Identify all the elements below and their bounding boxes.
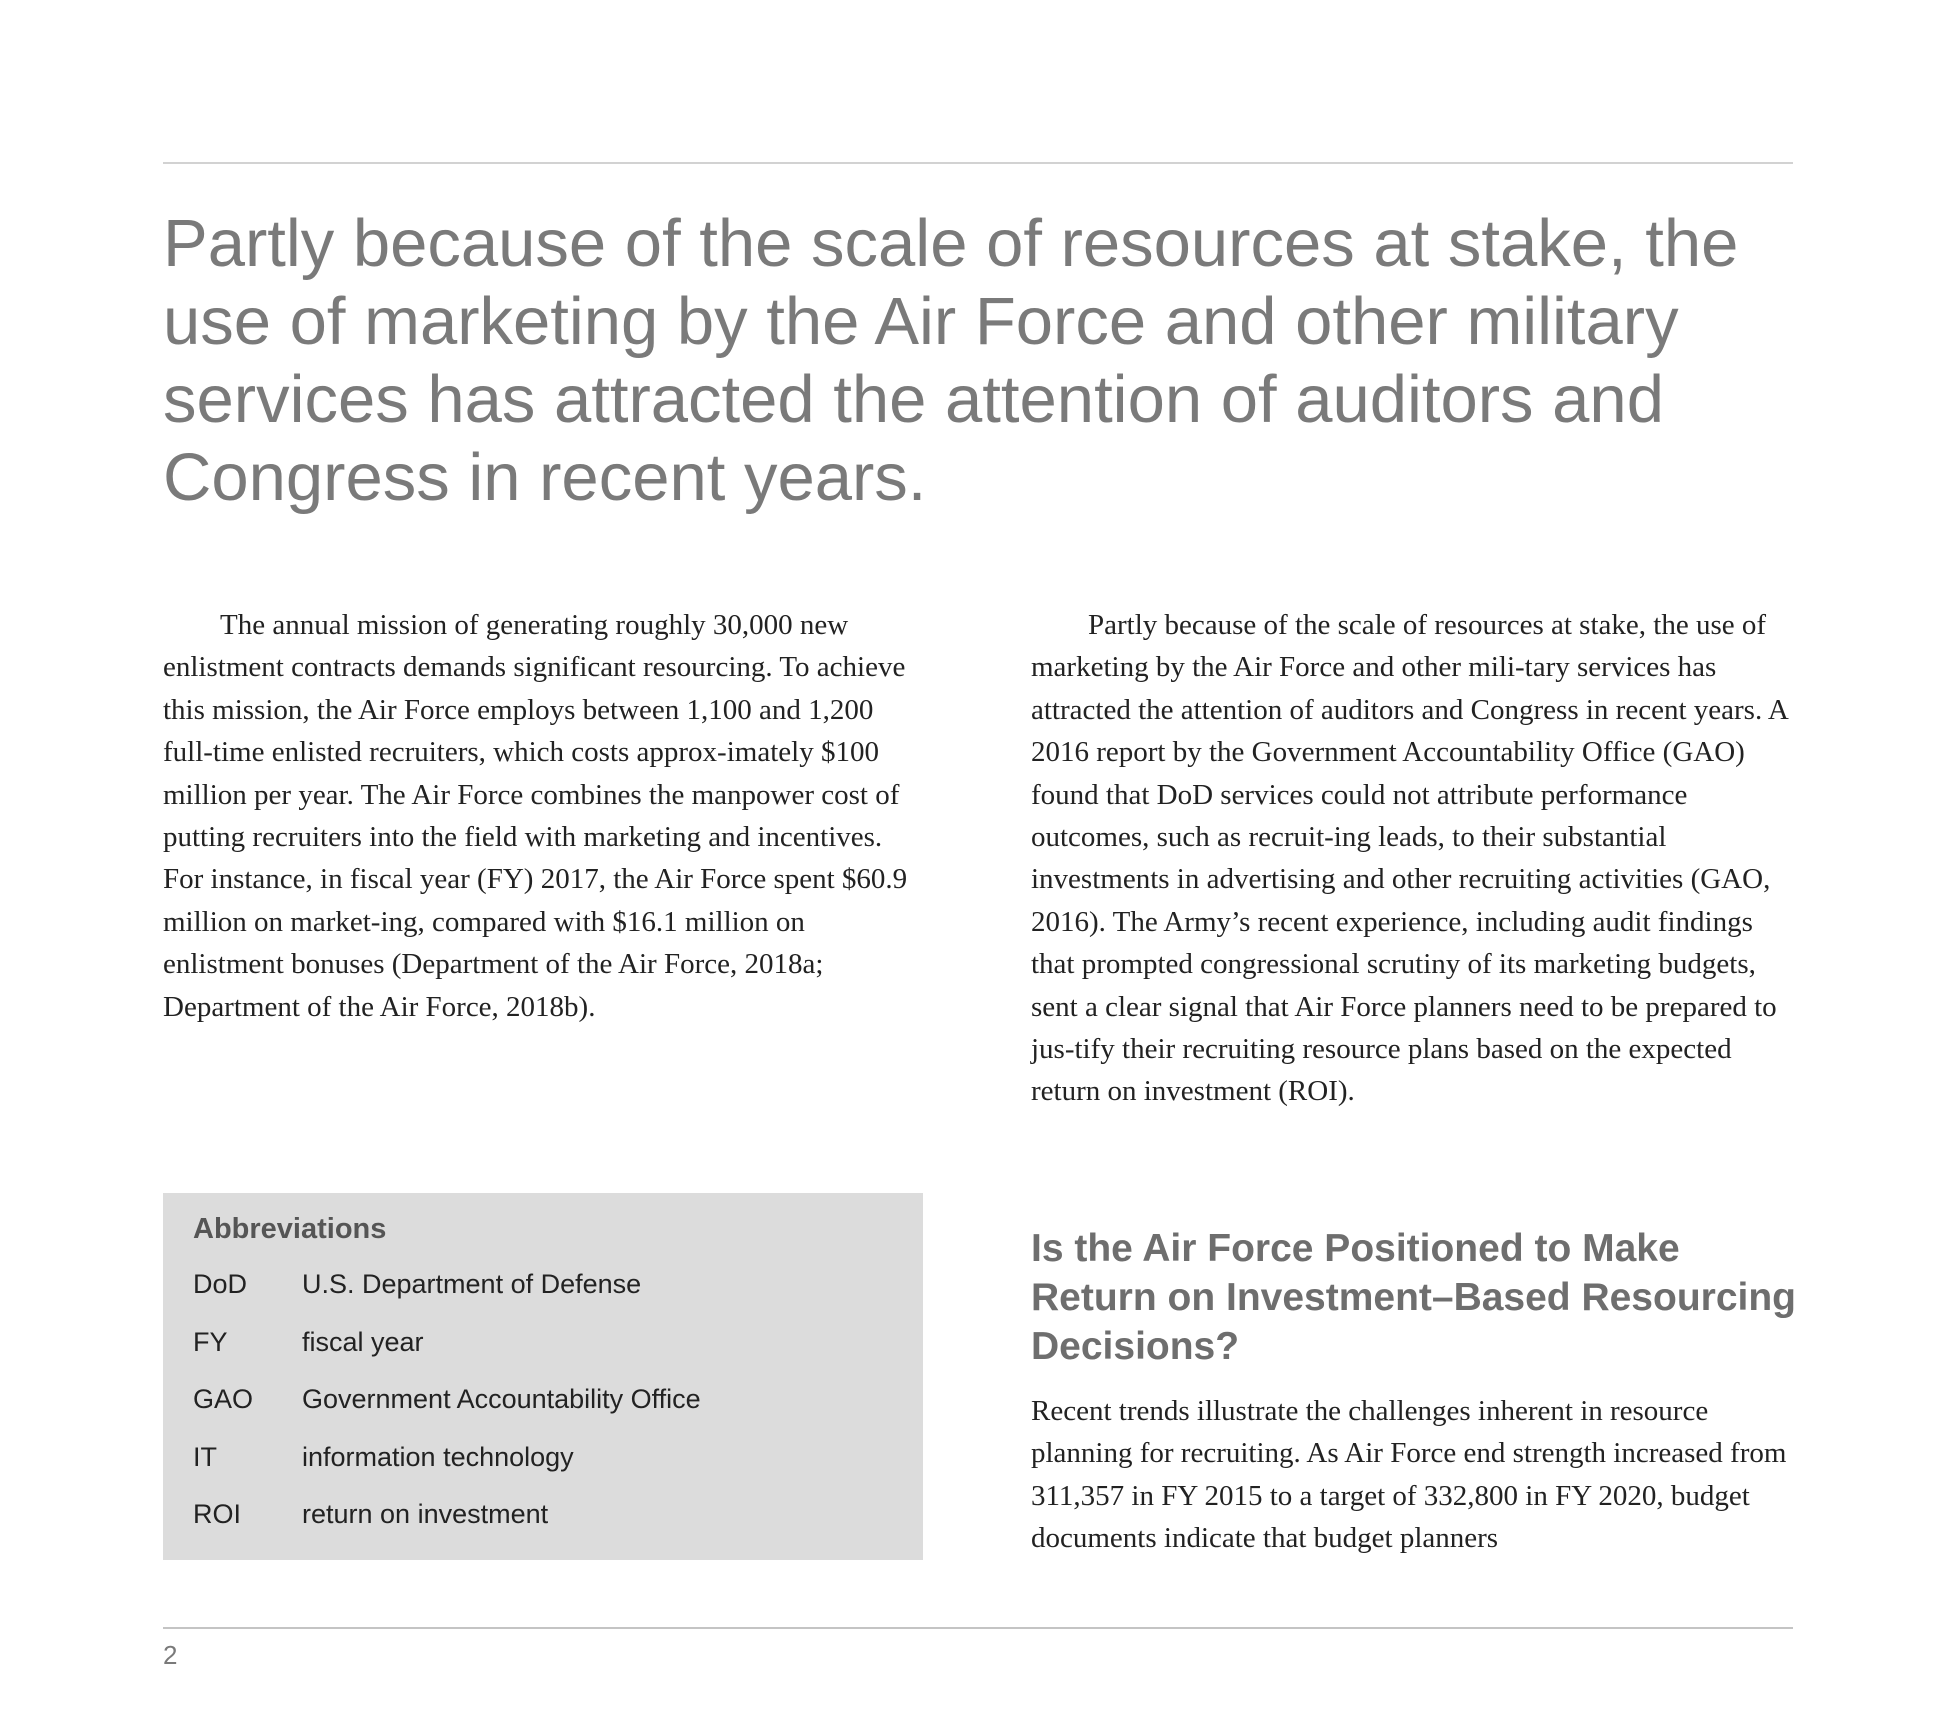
abbreviation-meaning: Government Accountability Office (302, 1384, 701, 1414)
abbreviation-code: ROI (193, 1499, 242, 1529)
abbreviations-title: Abbreviations (193, 1213, 387, 1245)
top-rule (163, 162, 1793, 164)
bottom-rule (163, 1627, 1793, 1629)
section-paragraph: Recent trends illustrate the challenges inherent in resource planning for recruiting. As Air Force end strength increased from 311,357 in FY 2015 to a target of 332,800 in FY 2020, budget documents indicate that budget planners (1031, 1395, 1787, 1555)
abbreviations-list (193, 1269, 701, 1557)
abbreviation-row (193, 1269, 701, 1327)
abbreviation-row (193, 1384, 701, 1442)
left-paragraph: The annual mission of generating roughly 30,000 new enlistment contracts demands significant resourcing. To achieve this mission, the Air Force employs between 1,100 and 1,200 full-time enlisted recruiters, which costs approx-imately $100 million per year. The Air Force combines the manpower cost of putting recruiters into the field with marketing and incentives. For instance, in fiscal year (FY) 2017, the Air Force spent $60.9 million on market-ing, compared with $16.1 million on enlistment bonuses (Department of the Air Force, 2018a; Department of the Air Force, 2018b). (163, 609, 908, 1023)
section-heading: Is the Air Force Positioned to Make Return on Investment–Based Resourcing Decisions? (1031, 1227, 1796, 1368)
abbreviation-meaning: information technology (302, 1441, 574, 1472)
abbreviation-meaning: U.S. Department of Defense (302, 1269, 642, 1299)
abbreviation-code: IT (193, 1441, 217, 1472)
abbreviation-meaning: fiscal year (302, 1326, 424, 1357)
abbreviation-code: FY (193, 1326, 228, 1357)
abbreviation-code: GAO (193, 1384, 254, 1414)
abbreviation-row (193, 1442, 701, 1500)
abbreviation-meaning: return on investment (302, 1499, 549, 1529)
page-number: 2 (163, 1640, 178, 1670)
left-column (163, 604, 923, 1028)
abbreviation-row (193, 1327, 701, 1385)
abbreviations-box (163, 1193, 923, 1560)
section-body (1031, 1390, 1811, 1560)
right-paragraph: Partly because of the scale of resources at stake, the use of marketing by the Air Force and other mili-tary services has attracted the attention of auditors and Congress in recent years. A 2016 report by the Government Accountability Office (GAO) found that DoD services could not attribute performance outcomes, such as recruit-ing leads, to their substantial investments in advertising and other recruiting activities (GAO, 2016). The Army’s recent experience, including audit findings that prompted congressional scrutiny of its marketing budgets, sent a clear signal that Air Force planners need to be prepared to jus-tify their recruiting resource plans based on the expected return on investment (ROI). (1031, 609, 1788, 1108)
abbreviation-row (193, 1499, 701, 1557)
pull-quote: Partly because of the scale of resources at stake, the use of marketing by the Air Force and other military services has attracted the attention of auditors and Congress in recent years. (163, 206, 1739, 515)
abbreviation-code: DoD (193, 1269, 248, 1299)
right-column (1031, 604, 1801, 1113)
